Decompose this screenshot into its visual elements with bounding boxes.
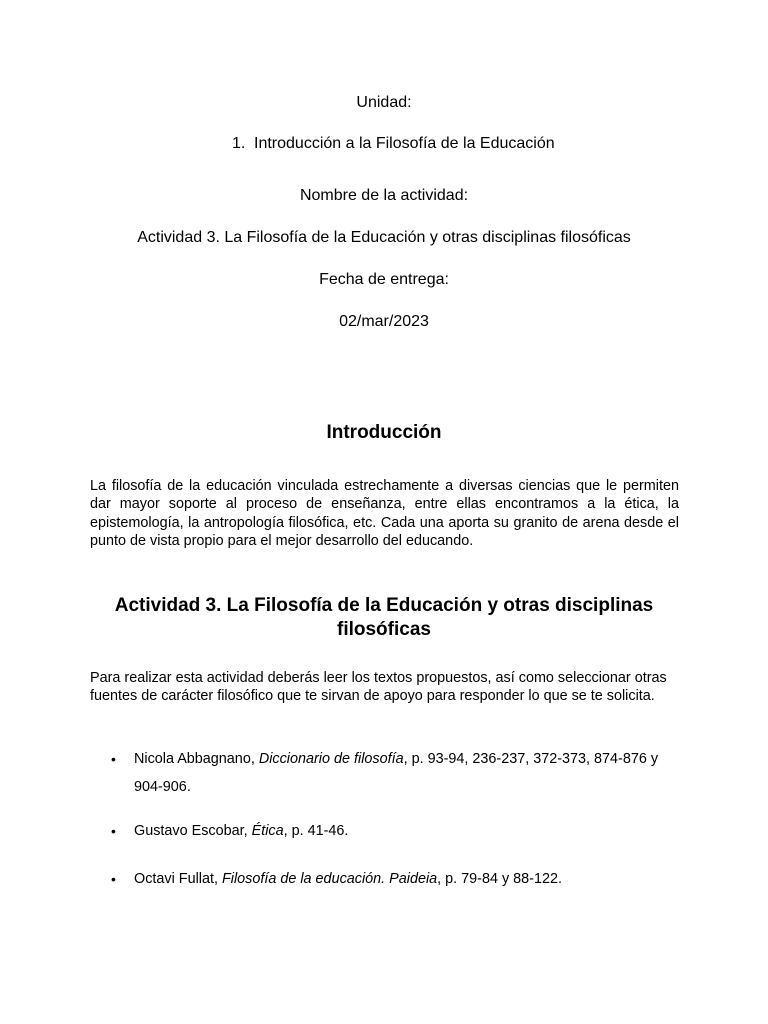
unit-number: 1. — [232, 135, 246, 152]
reference-text: Octavi Fullat, Filosofía de la educación. Paideia, p. 79-84 y 88-122. — [134, 871, 562, 887]
activity-heading: Actividad 3. La Filosofía de la Educación y otras disciplinas filosóficas — [114, 595, 654, 640]
unit-label: Unidad: — [356, 94, 412, 111]
bullet-icon: • — [111, 823, 116, 839]
unit-title: Introducción a la Filosofía de la Educación — [254, 135, 555, 152]
activity-name-label: Nombre de la actividad: — [299, 187, 469, 204]
unit-list-item — [232, 134, 555, 154]
bullet-icon: • — [111, 871, 116, 887]
due-date: 02/mar/2023 — [339, 313, 429, 330]
reference-text: Nicola Abbagnano, Diccionario de filosofía, p. 93-94, 236-237, 372-373, 874-876 y 904-906. — [134, 751, 659, 795]
activity-name: Actividad 3. La Filosofía de la Educación y otras disciplinas filosóficas — [137, 229, 631, 246]
bullet-icon: • — [111, 751, 116, 767]
introduction-heading: Introducción — [326, 422, 442, 443]
due-date-label: Fecha de entrega: — [319, 271, 449, 288]
activity-instructions: Para realizar esta actividad deberás leer los textos propuestos, así como seleccionar otras fuentes de carácter filosófico que te sirvan de apoyo para responder lo que se te solicita. — [90, 670, 667, 705]
introduction-paragraph: La filosofía de la educación vinculada estrechamente a diversas ciencias que le permiten dar mayor soporte al proceso de enseñanza, entre ellas encontramos a la ética, la epistemología, la antropología filosófica, etc. Cada una aporta su granito de arena desde el punto de vista propio para el mejor desarrollo del educando. — [90, 478, 679, 550]
reference-text: Gustavo Escobar, Ética, p. 41-46. — [134, 823, 349, 839]
